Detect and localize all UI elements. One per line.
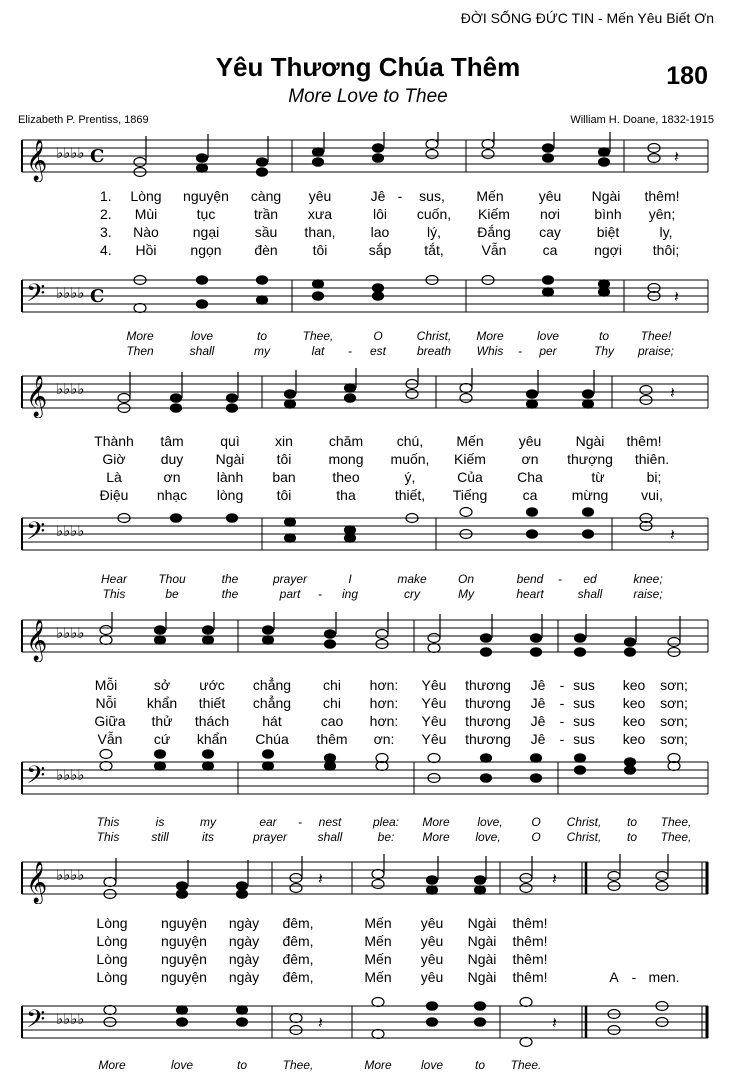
lyric-syllable: thêm! <box>512 969 548 985</box>
system-4-bass-staff <box>0 992 736 1050</box>
lyric-syllable: thương <box>465 695 511 711</box>
english-syllable: More <box>98 1058 126 1072</box>
time-signature-icon: C <box>90 286 105 307</box>
english-syllable: More <box>422 830 450 844</box>
bass-clef-icon: 𝄢 <box>26 761 46 796</box>
lyric-syllable: lôi <box>372 206 388 222</box>
english-syllable: love <box>536 329 560 343</box>
lyric-syllable: sus, <box>419 188 445 204</box>
lyric-syllable: chi <box>323 695 341 711</box>
system-1-english <box>0 329 736 361</box>
english-syllable: Then <box>126 344 154 358</box>
lyric-syllable: Cha <box>517 469 543 485</box>
lyric-syllable: đêm, <box>282 933 314 949</box>
english-syllable: ing <box>341 587 359 601</box>
english-syllable: shall <box>317 830 343 844</box>
lyric-syllable: thêm! <box>512 951 548 967</box>
hymn-number: 180 <box>666 62 708 90</box>
english-syllable: nest <box>318 815 342 829</box>
lyric-syllable: Kiếm <box>478 206 510 222</box>
lyric-syllable: theo <box>332 469 360 485</box>
english-syllable: prayer <box>272 572 308 586</box>
lyric-syllable: tắt, <box>424 242 444 258</box>
lyric-syllable: Jê <box>530 731 546 747</box>
rest-icon: 𝄽 <box>674 287 679 306</box>
lyric-syllable: Lòng <box>96 951 128 967</box>
english-syllable: My <box>458 587 474 601</box>
english-syllable: its <box>202 830 214 844</box>
hymn-title: Yêu Thương Chúa Thêm <box>215 52 521 82</box>
lyric-syllable: ơn: <box>373 731 395 747</box>
lyric-syllable: Chúa <box>255 731 289 747</box>
bass-clef-icon: 𝄢 <box>26 517 46 552</box>
lyric-syllable: ngợi <box>594 242 622 258</box>
lyric-syllable: khẩn <box>146 695 178 711</box>
english-syllable: - <box>298 815 302 829</box>
lyric-syllable: Lòng <box>96 969 128 985</box>
lyric-syllable: lý, <box>427 224 441 240</box>
english-syllable: This <box>96 815 120 829</box>
lyric-syllable: ý, <box>404 469 416 485</box>
english-syllable: - <box>348 344 352 358</box>
english-syllable: is <box>155 815 165 829</box>
verse-number: 4. <box>100 242 112 258</box>
english-syllable: More <box>476 329 504 343</box>
rest-icon: 𝄽 <box>552 869 557 888</box>
lyric-syllable: cay <box>539 224 561 240</box>
lyric-syllable: thử <box>151 713 173 729</box>
key-signature-flats-icon: ♭♭♭♭ <box>56 766 85 784</box>
system-4-verses <box>0 915 736 987</box>
rest-icon: 𝄽 <box>552 1013 557 1032</box>
lyric-syllable: Mến <box>364 969 392 985</box>
lyric-syllable: Jê <box>530 713 546 729</box>
english-syllable: make <box>397 572 427 586</box>
lyric-syllable: muốn, <box>390 451 430 467</box>
lyric-syllable: nguyện <box>161 933 207 949</box>
lyric-syllable: thương <box>465 713 511 729</box>
lyric-syllable: sơn; <box>660 677 688 693</box>
lyric-syllable: khẩn <box>196 731 228 747</box>
system-1-verses <box>0 188 736 260</box>
lyric-syllable: Jê <box>530 677 546 693</box>
english-syllable: per <box>539 344 557 358</box>
key-signature-flats-icon: ♭♭♭♭ <box>56 144 85 162</box>
lyric-syllable: Ngài <box>467 915 497 931</box>
rest-icon: 𝄽 <box>318 1013 323 1032</box>
lyric-syllable: thách <box>194 713 230 729</box>
english-syllable: to <box>256 329 268 343</box>
lyric-syllable: Yêu <box>421 731 447 747</box>
lyric-syllable: bình <box>594 206 622 222</box>
treble-clef-icon: 𝄞 <box>26 620 48 661</box>
lyric-syllable: yêu <box>308 188 332 204</box>
english-syllable: bend <box>516 572 544 586</box>
lyric-syllable: Mến <box>456 433 484 449</box>
lyric-syllable: ơn <box>521 451 539 467</box>
lyric-syllable: thêm! <box>626 433 662 449</box>
lyric-syllable: mong <box>328 451 364 467</box>
lyric-syllable: biệt <box>596 224 620 240</box>
lyric-syllable: chẳng <box>252 695 292 711</box>
lyric-syllable: Là <box>106 469 122 485</box>
lyric-syllable: yêu <box>538 188 562 204</box>
english-syllable: - <box>558 572 562 586</box>
lyric-syllable: chi <box>323 677 341 693</box>
english-syllable: lat <box>311 344 325 358</box>
lyric-syllable: Điệu <box>99 487 129 503</box>
lyric-syllable: nhạc <box>156 487 188 503</box>
lyric-syllable: sầu <box>254 224 278 240</box>
english-syllable: Thee, <box>302 329 334 343</box>
key-signature-flats-icon: ♭♭♭♭ <box>56 624 85 642</box>
english-syllable: ear <box>259 815 277 829</box>
lyric-syllable: sus <box>573 677 595 693</box>
lyric-syllable: Đắng <box>477 224 511 240</box>
english-syllable: - <box>318 587 322 601</box>
english-syllable: prayer <box>252 830 288 844</box>
lyric-syllable: thiết, <box>394 487 426 503</box>
lyric-syllable: tục <box>196 206 216 222</box>
english-syllable: love <box>190 329 214 343</box>
lyric-syllable: - <box>559 731 565 747</box>
english-syllable: est <box>369 344 387 358</box>
lyric-syllable: yêu <box>420 969 444 985</box>
lyric-syllable: Kiếm <box>454 451 486 467</box>
lyric-syllable: thương <box>465 731 511 747</box>
composer-credit: William H. Doane, 1832-1915 <box>570 114 714 126</box>
system-3-bass-staff <box>0 748 736 806</box>
lyric-syllable: tha <box>336 487 356 503</box>
lyric-syllable: cuốn, <box>416 206 452 222</box>
lyric-syllable: Của <box>457 469 483 485</box>
lyric-syllable: bi; <box>646 469 662 485</box>
english-syllable: to <box>474 1058 486 1072</box>
system-2-english <box>0 572 736 604</box>
lyric-syllable: yêu <box>420 933 444 949</box>
english-syllable: More <box>126 329 154 343</box>
lyric-syllable: ca <box>542 242 558 258</box>
lyric-syllable: sơn; <box>660 695 688 711</box>
lyric-syllable: sus <box>573 713 595 729</box>
english-syllable: O <box>373 329 383 343</box>
english-syllable: Christ, <box>566 815 602 829</box>
lyric-syllable: chăm <box>328 433 364 449</box>
lyric-syllable: Thành <box>94 433 134 449</box>
lyric-syllable: Vẫn <box>481 242 507 258</box>
english-syllable: shall <box>189 344 215 358</box>
lyric-syllable: keo <box>622 713 646 729</box>
english-syllable: Thee, <box>660 815 692 829</box>
lyric-syllable: đèn <box>254 242 278 258</box>
english-syllable: ed <box>583 572 597 586</box>
key-signature-flats-icon: ♭♭♭♭ <box>56 380 85 398</box>
lyric-syllable: hơn: <box>369 695 399 711</box>
lyric-syllable: sus <box>573 695 595 711</box>
english-syllable: Thee. <box>510 1058 542 1072</box>
english-syllable: to <box>236 1058 248 1072</box>
lyric-syllable: keo <box>622 677 646 693</box>
english-syllable: the <box>221 572 239 586</box>
amen-syllable: - <box>631 969 637 985</box>
lyric-syllable: Ngài <box>575 433 605 449</box>
lyric-syllable: xin <box>275 433 293 449</box>
lyric-syllable: ly, <box>659 224 673 240</box>
key-signature-flats-icon: ♭♭♭♭ <box>56 1010 85 1028</box>
english-syllable: praise; <box>637 344 675 358</box>
lyric-syllable: nguyện <box>183 188 229 204</box>
lyric-syllable: lao <box>370 224 390 240</box>
amen-syllable: A <box>609 969 619 985</box>
lyric-syllable: sus <box>573 731 595 747</box>
english-syllable: Christ, <box>416 329 452 343</box>
lyric-syllable: Yêu <box>421 677 447 693</box>
lyric-syllable: Yêu <box>421 713 447 729</box>
lyric-syllable: thương <box>465 677 511 693</box>
treble-clef-icon: 𝄞 <box>26 376 48 417</box>
lyric-syllable: keo <box>622 695 646 711</box>
lyric-syllable: từ <box>591 469 605 485</box>
english-syllable: Thee, <box>660 830 692 844</box>
english-syllable: heart <box>516 587 544 601</box>
english-syllable: love <box>170 1058 194 1072</box>
lyric-syllable: Mến <box>476 188 504 204</box>
lyric-syllable: yêu <box>518 433 542 449</box>
english-syllable: This <box>96 830 120 844</box>
key-signature-flats-icon: ♭♭♭♭ <box>56 284 85 302</box>
lyric-syllable: ngày <box>228 951 260 967</box>
treble-clef-icon: 𝄞 <box>26 140 48 181</box>
lyric-syllable: nguyện <box>161 915 207 931</box>
lyric-syllable: Vẫn <box>97 731 123 747</box>
lyric-syllable: Lòng <box>96 933 128 949</box>
lyric-syllable: Lòng <box>130 188 162 204</box>
english-syllable: Thee, <box>282 1058 314 1072</box>
lyric-syllable: hơn: <box>369 713 399 729</box>
english-syllable: Thee! <box>640 329 672 343</box>
english-syllable: to <box>598 329 610 343</box>
english-syllable: More <box>422 815 450 829</box>
lyric-syllable: Lòng <box>96 915 128 931</box>
bass-clef-icon: 𝄢 <box>26 1005 46 1040</box>
lyric-syllable: tôi <box>312 242 328 258</box>
english-syllable: be: <box>377 830 395 844</box>
lyric-syllable: tâm <box>160 433 184 449</box>
lyric-syllable: - <box>559 677 565 693</box>
system-1-bass-staff <box>0 268 736 324</box>
lyric-syllable: ca <box>522 487 538 503</box>
system-4-english <box>0 1058 736 1076</box>
time-signature-icon: C <box>90 146 105 167</box>
english-syllable: On <box>457 572 475 586</box>
rest-icon: 𝄽 <box>670 525 675 544</box>
english-syllable: love, <box>477 815 503 829</box>
lyric-syllable: ngày <box>228 969 260 985</box>
english-syllable: my <box>200 815 216 829</box>
lyric-syllable: Giữa <box>94 713 126 729</box>
english-syllable: to <box>626 830 638 844</box>
lyric-syllable: - <box>559 695 565 711</box>
system-1-treble-staff <box>0 132 736 182</box>
lyric-syllable: Ngài <box>591 188 621 204</box>
lyric-syllable: Jê <box>530 695 546 711</box>
lyric-syllable: Jê <box>370 188 386 204</box>
lyric-syllable: Mỗi <box>94 677 118 693</box>
rest-icon: 𝄽 <box>674 147 679 166</box>
lyric-syllable: yêu <box>420 915 444 931</box>
lyric-syllable: Mến <box>364 951 392 967</box>
lyric-syllable: lành <box>216 469 244 485</box>
english-syllable: Christ, <box>566 830 602 844</box>
english-syllable: This <box>102 587 126 601</box>
english-syllable: Thou <box>158 572 186 586</box>
lyric-syllable: Mến <box>364 933 392 949</box>
system-4-treble-staff <box>0 854 736 904</box>
lyric-syllable: sơn; <box>660 731 688 747</box>
lyric-syllable: Tiếng <box>452 487 488 503</box>
lyric-syllable: keo <box>622 731 646 747</box>
english-syllable: shall <box>577 587 603 601</box>
lyric-syllable: thiên. <box>634 451 670 467</box>
lyric-syllable: Nỗi <box>95 695 117 711</box>
lyric-syllable: thêm <box>316 731 348 747</box>
lyric-syllable: thêm! <box>512 915 548 931</box>
lyric-syllable: hơn: <box>369 677 399 693</box>
lyric-syllable: đêm, <box>282 951 314 967</box>
lyric-syllable: nguyện <box>161 969 207 985</box>
rest-icon: 𝄽 <box>670 383 675 402</box>
lyric-syllable: Ngài <box>467 969 497 985</box>
english-syllable: to <box>626 815 638 829</box>
bass-clef-icon: 𝄢 <box>26 279 46 314</box>
lyric-syllable: ước <box>199 677 225 693</box>
lyric-syllable: Mến <box>364 915 392 931</box>
english-syllable: breath <box>416 344 452 358</box>
lyric-syllable: hát <box>262 713 282 729</box>
amen-syllable: men. <box>648 969 680 985</box>
lyric-syllable: sở <box>153 677 171 693</box>
lyric-syllable: Hồi <box>135 242 157 258</box>
lyricist-credit: Elizabeth P. Prentiss, 1869 <box>18 114 149 126</box>
english-syllable: O <box>531 830 541 844</box>
lyric-syllable: đêm, <box>282 969 314 985</box>
lyric-syllable: lòng <box>216 487 244 503</box>
lyric-syllable: tôi <box>276 487 292 503</box>
lyric-syllable: Ngài <box>467 951 497 967</box>
lyric-syllable: yên; <box>648 206 676 222</box>
english-syllable: Hear <box>100 572 128 586</box>
system-3-verses <box>0 677 736 749</box>
lyric-syllable: nguyện <box>161 951 207 967</box>
lyric-syllable: ngày <box>228 933 260 949</box>
lyric-syllable: yêu <box>420 951 444 967</box>
lyric-syllable: quì <box>220 433 240 449</box>
verse-number: 3. <box>100 224 112 240</box>
lyric-syllable: càng <box>250 188 282 204</box>
lyric-syllable: thêm! <box>512 933 548 949</box>
system-2-bass-staff <box>0 506 736 562</box>
english-syllable: my <box>254 344 270 358</box>
system-3-treble-staff <box>0 612 736 662</box>
english-syllable: Thy <box>593 344 615 358</box>
english-syllable: raise; <box>633 587 663 601</box>
system-3-english <box>0 815 736 847</box>
lyric-syllable: thiết <box>198 695 226 711</box>
english-syllable: I <box>348 572 352 586</box>
verse-number: 2. <box>100 206 112 222</box>
book-section-title: ĐỜI SỐNG ĐỨC TIN - Mến Yêu Biết Ơn <box>460 10 714 26</box>
lyric-syllable: ngọn <box>190 242 222 258</box>
lyric-syllable: - <box>559 713 565 729</box>
lyric-syllable: duy <box>160 451 184 467</box>
lyric-syllable: - <box>397 188 403 204</box>
english-syllable: - <box>518 344 522 358</box>
key-signature-flats-icon: ♭♭♭♭ <box>56 866 85 884</box>
lyric-syllable: Mùi <box>134 206 158 222</box>
english-syllable: still <box>151 830 169 844</box>
lyric-syllable: cứ <box>153 731 171 747</box>
lyric-syllable: mừng <box>571 487 609 503</box>
hymn-subtitle: More Love to Thee <box>288 86 448 107</box>
lyric-syllable: trần <box>253 206 279 222</box>
key-signature-flats-icon: ♭♭♭♭ <box>56 522 85 540</box>
english-syllable: More <box>364 1058 392 1072</box>
lyric-syllable: than, <box>304 224 336 240</box>
rest-icon: 𝄽 <box>318 869 323 888</box>
lyric-syllable: vui, <box>641 487 663 503</box>
lyric-syllable: chẳng <box>252 677 292 693</box>
english-syllable: cry <box>404 587 420 601</box>
lyric-syllable: nơi <box>539 206 561 222</box>
lyric-syllable: cao <box>320 713 344 729</box>
lyric-syllable: chú, <box>396 433 424 449</box>
lyric-syllable: xưa <box>307 206 333 222</box>
lyric-syllable: Ngài <box>215 451 245 467</box>
lyric-syllable: ngày <box>228 915 260 931</box>
lyric-syllable: sơn; <box>660 713 688 729</box>
lyric-syllable: ban <box>272 469 296 485</box>
lyric-syllable: Nào <box>133 224 159 240</box>
lyric-syllable: Yêu <box>421 695 447 711</box>
lyric-syllable: thượng <box>567 451 613 467</box>
lyric-syllable: thêm! <box>644 188 680 204</box>
english-syllable: O <box>531 815 541 829</box>
system-2-treble-staff <box>0 368 736 418</box>
lyric-syllable: tôi <box>276 451 292 467</box>
english-syllable: be <box>165 587 179 601</box>
lyric-syllable: Giờ <box>102 451 126 467</box>
english-syllable: part <box>279 587 301 601</box>
english-syllable: love, <box>475 830 501 844</box>
lyric-syllable: đêm, <box>282 915 314 931</box>
english-syllable: the <box>221 587 239 601</box>
lyric-syllable: thôi; <box>652 242 680 258</box>
lyric-syllable: ngại <box>192 224 220 240</box>
english-syllable: knee; <box>633 572 663 586</box>
english-syllable: Whis <box>476 344 504 358</box>
treble-clef-icon: 𝄞 <box>26 862 48 903</box>
system-2-verses <box>0 433 736 505</box>
english-syllable: plea: <box>372 815 400 829</box>
lyric-syllable: sắp <box>368 242 392 258</box>
verse-number: 1. <box>100 188 112 204</box>
english-syllable: love <box>420 1058 444 1072</box>
lyric-syllable: ơn <box>163 469 181 485</box>
lyric-syllable: Ngài <box>467 933 497 949</box>
